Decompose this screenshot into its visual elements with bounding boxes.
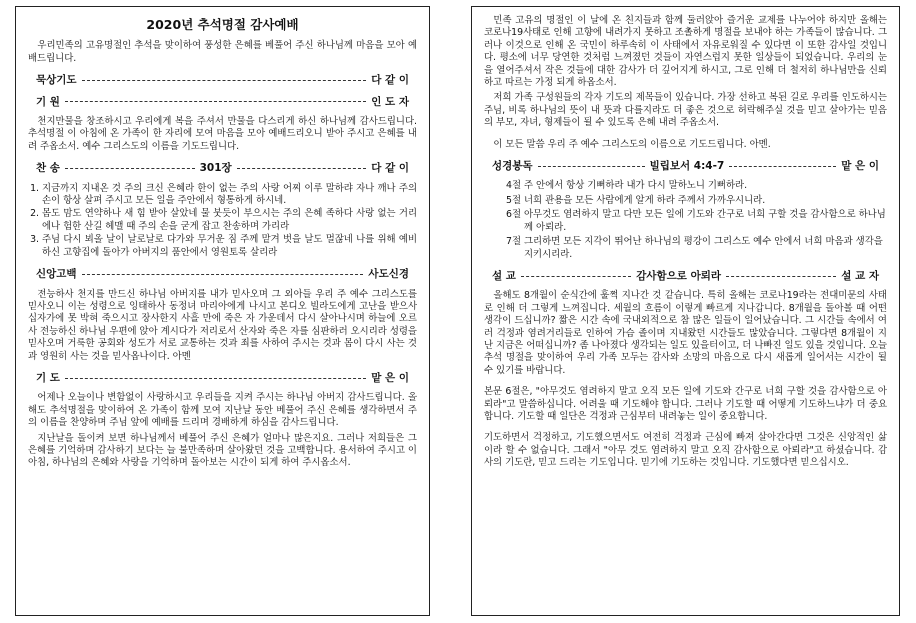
- header-right: 다 같 이: [371, 162, 410, 175]
- dashed-leader: [538, 166, 645, 167]
- dashed-leader: [726, 276, 836, 277]
- scripture-verse-list: [484, 180, 887, 260]
- header-left: 찬 송: [36, 162, 60, 175]
- header-right: 맡 은 이: [371, 371, 409, 384]
- section-header-invocation: [36, 96, 409, 108]
- header-center: 빌립보서 4:4-7: [649, 160, 725, 173]
- creed-paragraph: 전능하사 천지를 만드신 하나님 아버지를 내가 믿사오며 그 외아들 우리 주 예수 그리스도를 믿사오니 이는 성령으로 잉태하사 동정녀 마리아에게 나시고 본디오 빌라도에게 고난을 받으사 십자가에 못 박혀 죽으시고 장사한지 사흘 만에 죽은 자 가운데서 다시 살아나시며 하늘에 오르사 전능하신 하나님 우편에 앉아 계시다가 저리로서 산자와 죽은 자를 심판하러 오시리라 성령을 믿사오며 거룩한 공회와 성도가 서로 교통하는 것과 죄를 사하여 주시는 것과 몸이 다시 사는 것과 영원히 사는 것을 믿사옵나이다. 아멘: [28, 288, 417, 362]
- header-left: 설 교: [492, 269, 516, 282]
- sermon-paragraph: 본문 6절은, "아무것도 염려하지 말고 오직 모든 일에 기도와 간구로 너희 구할 것을 감사함으로 아뢰라"고 말씀하십니다. 어려울 때 기도해야 합니다. 그러나 기도할 때 어떻게 기도하느냐가 더 중요합니다. 기도할 때 일단은 걱정과 근심부터 내려놓는 일이 중요합니다.: [484, 386, 887, 422]
- dashed-leader: [237, 168, 367, 169]
- invocation-paragraph: 천지만물을 창조하시고 우리에게 복을 주셔서 만물을 다스리게 하신 하나님께 감사드립니다. 추석명절 이 아침에 온 가족이 한 자리에 모여 마음을 모아 예배드리오니 받아 주시고 은혜를 내려 주옵소서. 예수 그리스도의 이름을 기도드립니다.: [28, 116, 417, 152]
- header-right: 설 교 자: [841, 269, 880, 282]
- header-left: 신앙고백: [36, 268, 77, 281]
- header-left: 기 원: [36, 95, 60, 108]
- header-left: 기 도: [36, 371, 60, 384]
- prayer-closing: 이 모든 말씀 우리 주 예수 그리스도의 이름으로 기도드립니다. 아멘.: [493, 138, 771, 150]
- section-header-reading: [492, 160, 879, 172]
- header-center: 301장: [199, 162, 232, 175]
- scripture-verse: 5절 너희 관용을 모든 사람에게 알게 하라 주께서 가까우시니라.: [506, 194, 766, 206]
- right-page: [471, 6, 900, 616]
- prayer-continued-paragraph: 저희 가족 구성원들의 각자 기도의 제목들이 있습니다. 가장 선하고 복된 길로 우리를 인도하시는 주님, 비록 하나님의 뜻이 내 뜻과 다를지라도 더 좋은 것으로 허락해주실 것을 믿고 살아가는 믿음의 부모, 자녀, 형제들이 될 수 있도록 은혜 내려 주옵소서.: [484, 92, 887, 129]
- section-header-sermon: [492, 270, 879, 282]
- header-right: 다 같 이: [371, 74, 409, 87]
- dashed-leader: [65, 101, 366, 102]
- header-right: 사도신경: [368, 268, 409, 281]
- header-right: 인 도 자: [371, 95, 409, 108]
- hymn-verse: 1. 지금까지 지내온 것 주의 크신 은혜라 한이 없는 주의 사랑 어찌 이루 말하랴 자나 깨나 주의 손이 항상 살펴 주시고 모든 일을 주안에서 형통하게 하시네.: [42, 183, 417, 208]
- header-center: 감사함으로 아뢰라: [636, 269, 722, 282]
- hymn-verse: 2. 몸도 맘도 연약하나 새 힘 받아 살았네 물 붓듯이 부으시는 주의 은혜 족하다 사랑 없는 거리에나 험한 산길 헤맬 때 주의 손을 굳게 잡고 찬송하며 가리라: [42, 208, 417, 233]
- dashed-leader: [82, 274, 364, 275]
- intro-paragraph: 우리민족의 고유명절인 추석을 맞이하여 풍성한 은혜를 베풀어 주신 하나님께 마음을 모아 예배드립니다.: [28, 40, 417, 64]
- header-left: 성경봉독: [492, 160, 533, 173]
- left-page: [15, 6, 430, 616]
- prayer-continued-paragraph: 민족 고유의 명절인 이 날에 온 친지들과 함께 둘러앉아 즐거운 교제를 나누어야 하지만 올해는 코로나19사태로 인해 고향에 내려가지 못하고 조촐하게 명절을 보내야 하는 가족들이 많습니다. 그러나 이것으로 인해 온 국민이 하루속히 이 사태에서 자유로워질 수 있다면 이 또한 감사일 것입니다. 평소에 너무 당연한 것처럼 느껴졌던 것들이 자연스럽지 못한 일상들이 되었습니다. 우리의 눈을 열어주셔서 작은 것들에 대한 감사가 더 깊어지게 하시고, 그로 인해 더 철저히 하나님만을 신뢰하고 따르는 가정 되게 하옵소서.: [484, 15, 887, 89]
- scripture-verse: 7절 그리하면 모든 지각이 뛰어난 하나님의 평강이 그리스도 예수 안에서 너희 마음과 생각을 지키시리라.: [506, 236, 883, 260]
- sermon-paragraph: 기도하면서 걱정하고, 기도했으면서도 여전히 걱정과 근심에 빠져 살아간다면 그것은 신앙적인 삶이라 할 수 없습니다. 그래서 "아무 것도 염려하지 말고 오직 감사함으로 아뢰라"고 하셨습니다. 감사의 기도란, 믿고 드리는 기도입니다. 믿기에 기도하는 것입니다. 기도했다면 믿으십시오.: [484, 432, 887, 469]
- header-left: 묵상기도: [36, 74, 77, 87]
- section-header-muksang: [36, 74, 409, 86]
- dashed-leader: [729, 166, 836, 167]
- dashed-leader: [65, 378, 366, 379]
- section-header-hymn: [36, 162, 409, 174]
- dashed-leader: [521, 276, 631, 277]
- hymn-verse: 3. 주님 다시 뵈올 날이 날로날로 다가와 무거운 짐 주께 맡겨 벗을 날도 멀잖네 나를 위해 예비하신 고향집에 돌아가 아버지의 품안에서 영원토록 살리라: [42, 234, 417, 259]
- dashed-leader: [82, 80, 367, 81]
- scripture-verse: 6절 아무것도 염려하지 말고 다만 모든 일에 기도와 간구로 너희 구할 것을 감사함으로 하나님께 아뢰라.: [506, 209, 886, 233]
- scripture-verse: 4절 주 안에서 항상 기뻐하라 내가 다시 말하노니 기뻐하라.: [506, 180, 748, 192]
- prayer-paragraph: 지난날을 돌이켜 보면 하나님께서 베풀어 주신 은혜가 얼마나 많은지요. 그러나 저희들은 그 은혜를 기억하며 감사하기 보다는 늘 불만족하며 살아왔던 것을 고백합니다. 용서하여 주시고 이 아침, 하나님의 은혜와 사랑을 기억하며 돌아보는 시간이 되게 하여 주시옵소서.: [28, 432, 417, 469]
- hymn-verse-list: [28, 183, 417, 259]
- header-right: 맡 은 이: [841, 160, 879, 173]
- sermon-paragraph: 올해도 8개월이 순식간에 훌쩍 지나간 것 같습니다. 특히 올해는 코로나19라는 전대미문의 사태로 인해 더 그렇게 느껴집니다. 세월의 흐름이 이렇게 빠르게 지나갑니다. 8개월을 돌아볼 때 어떤 생각이 드십니까? 짧은 시간 속에 국내외적으로 참 많은 일들이 일어났습니다. 그 시간들 속에서 여러 걱정과 염려거리들로 인하여 가슴 졸이며 지내왔던 시간들도 많았습니다. 그렇다면 8개월이 지난 지금은 어떠십니까? 좀 나아졌다 생각되는 일도 있을터이고, 더 나빠진 일도 있을 것입니다. 오늘 추석 명절을 맞이하여 우리 가족 모두는 감사와 소망의 마음으로 다시 새롭게 일어서는 시간이 될 수 있기를 바랍니다.: [484, 290, 887, 376]
- prayer-paragraph: 어제나 오늘이나 변함없이 사랑하시고 우리들을 지켜 주시는 하나님 아버지 감사드립니다. 올해도 추석명절을 맞이하여 온 가족이 함께 모여 지난날 동안 베풀어 주신 은혜를 생각하면서 주의 이름을 찬양하며 주님 앞에 예배를 드리며 경배하게 하심을 감사드립니다.: [28, 392, 417, 429]
- dashed-leader: [65, 168, 195, 169]
- section-header-creed: [36, 268, 409, 280]
- bulletin-title: 2020년 추석명절 감사예배: [146, 17, 299, 32]
- section-header-prayer: [36, 372, 409, 384]
